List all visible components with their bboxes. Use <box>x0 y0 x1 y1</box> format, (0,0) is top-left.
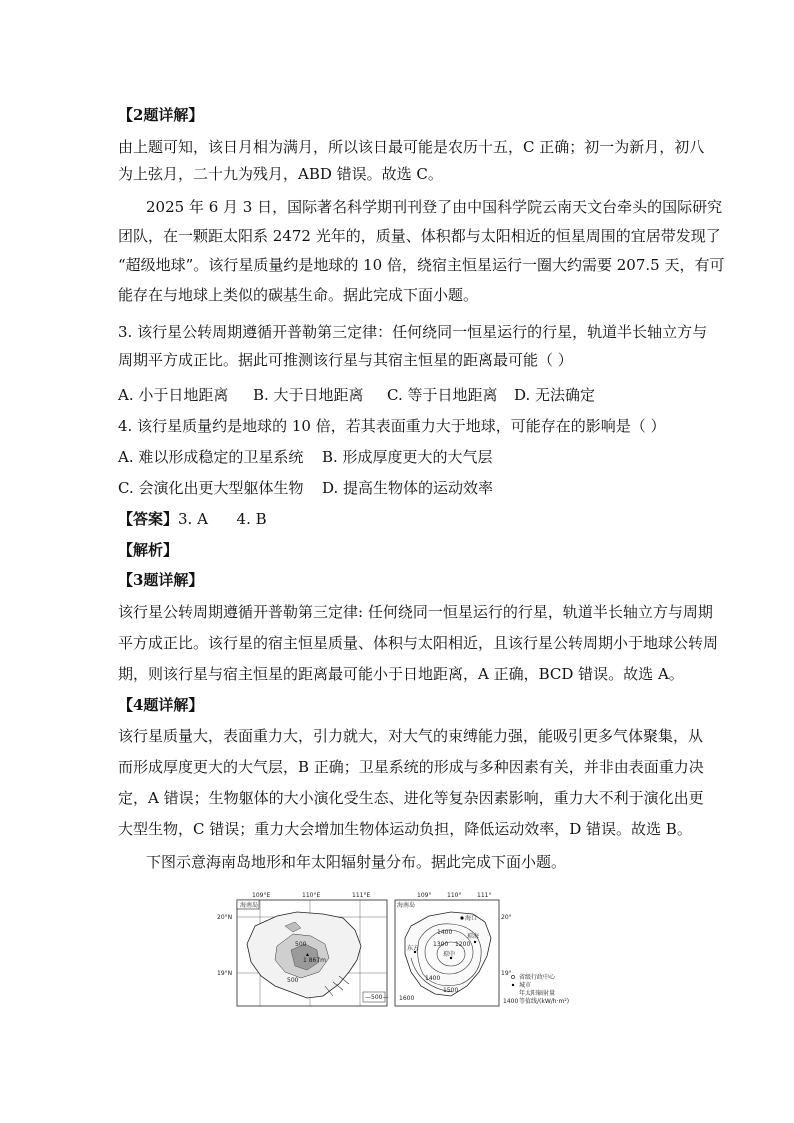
city-icon <box>512 984 514 986</box>
isoline-label: 1400 <box>425 975 441 982</box>
paragraph-line: 而形成厚度更大的大气层，B 正确；卫星系统的形成与多种因素有关，并非由表面重力决 <box>118 758 704 776</box>
intro-line: 2025 年 6 月 3 日，国际著名科学期刊刊登了由中国科学院云南天文台牵头的国际研究 <box>146 198 723 216</box>
elevation-label: 500 <box>295 941 307 948</box>
hainan-maps-svg <box>215 886 587 1010</box>
analysis-heading: 【解析】 <box>118 541 179 559</box>
paragraph-line: 该行星质量大，表面重力大，引力就大，对大气的束缚能力强，能吸引更多气体聚集，从 <box>118 727 704 745</box>
hainan-maps-figure <box>215 886 587 1010</box>
city-dot <box>474 941 476 943</box>
q4-option-b: B. 形成厚度更大的大气层 <box>322 448 493 466</box>
legend-label: 省级行政中心 <box>519 974 556 981</box>
capital-icon <box>511 975 514 978</box>
terrain-map <box>217 892 388 1006</box>
legend-label: 等值线/(kW/h·m²) <box>519 998 570 1005</box>
paragraph-line: 定，A 错误；生物躯体的大小演化受生态、进化等复杂因素影响，重力大不利于演化出更 <box>118 789 704 807</box>
isoline-label: 1400 <box>437 929 453 936</box>
lat-label: 19°N <box>217 970 233 977</box>
city-label: 琼海 <box>467 933 480 940</box>
question-3-stem: 周期平方成正比。据此可推测该行星与其宿主恒星的距离最可能（ ） <box>118 351 573 369</box>
isoline-label: 1200 <box>455 941 471 948</box>
q4-option-c: C. 会演化出更大型躯体生物 <box>118 479 304 497</box>
isoline-label: 1500 <box>443 987 459 994</box>
heading-q4-detail: 【4题详解】 <box>118 696 204 714</box>
legend-label: 城市 <box>519 982 532 989</box>
q3-option-b: B. 大于日地距离 <box>253 386 364 404</box>
q4-option-d: D. 提高生物体的运动效率 <box>322 479 494 497</box>
city-dot <box>460 916 463 919</box>
lon-label: 110°E <box>302 892 321 899</box>
elevation-label: 1 867m <box>303 957 327 964</box>
isoline-label: 1600 <box>399 995 415 1002</box>
heading-q2-detail: 【2题详解】 <box>118 106 204 124</box>
answer-label: 【答案】 <box>118 510 179 528</box>
intro-line: “超级地球”。该行星质量约是地球的 10 倍，绕宿主恒星运行一圈大约需要 207.5 天，有可 <box>118 256 725 274</box>
lon-label: 111° <box>477 892 492 899</box>
paragraph-line: 大型生物，C 错误；重力大会增加生物体运动负担，降低运动效率，D 错误。故选 B。 <box>118 820 692 838</box>
legend-label: 年太阳辐射量 <box>519 990 556 997</box>
answer-value: 3. A 4. B <box>178 510 267 528</box>
isoline-label: 1300 <box>433 941 449 948</box>
lon-label: 111°E <box>352 892 371 899</box>
intro-line: 能存在与地球上类似的碳基生命。据此完成下面小题。 <box>118 286 479 304</box>
q3-option-c: C. 等于日地距离 <box>387 386 498 404</box>
q4-option-a: A. 难以形成稳定的卫星系统 <box>118 448 304 466</box>
radiation-legend <box>503 973 569 1005</box>
paragraph-line: 平方成正比。该行星的宿主恒星质量、体积与太阳相近，且该行星公转周期小于地球公转周 <box>118 634 719 652</box>
lon-label: 109°E <box>252 892 271 899</box>
city-label: 海口 <box>465 915 478 922</box>
q3-option-d: D. 无法确定 <box>514 386 596 404</box>
answer-row <box>118 509 678 529</box>
scale-label: —500— <box>365 994 389 1001</box>
q3-option-a: A. 小于日地距离 <box>118 386 229 404</box>
terrain-map-title: 海南岛 <box>240 902 259 909</box>
legend-value: 1400 <box>503 998 519 1005</box>
paragraph-line: 期，则该行星与宿主恒星的距离最可能小于日地距离，A 正确，BCD 错误。故选 A。 <box>118 665 684 683</box>
radiation-map <box>395 892 512 1006</box>
heading-q3-detail: 【3题详解】 <box>118 571 204 589</box>
city-label: 琼中 <box>443 951 456 958</box>
lat-label: 19° <box>501 970 512 977</box>
paragraph-line: 为上弦月，二十九为残月，ABD 错误。故选 C。 <box>118 165 443 183</box>
lat-label: 20°N <box>217 914 233 921</box>
elevation-label: 500 <box>287 977 299 984</box>
lon-label: 110° <box>447 892 462 899</box>
intro-line: 团队，在一颗距太阳系 2472 光年的，质量、体积都与太阳相近的恒星周围的宜居带发现了 <box>118 227 721 245</box>
city-label: 东方 <box>407 945 420 952</box>
paragraph-line: 由上题可知，该日月相为满月，所以该日最可能是农历十五，C 正确；初一为新月，初八 <box>118 138 705 156</box>
question-4-stem: 4. 该行星质量约是地球的 10 倍，若其表面重力大于地球，可能存在的影响是（ ） <box>118 417 666 435</box>
lat-label: 20° <box>501 914 512 921</box>
paragraph-line: 该行星公转周期遵循开普勒第三定律: 任何绕同一恒星运行的行星，轨道半长轴立方与周期 <box>118 603 713 621</box>
question-3-stem: 3. 该行星公转周期遵循开普勒第三定律：任何绕同一恒星运行的行星，轨道半长轴立方与 <box>118 323 708 341</box>
lon-label: 109° <box>417 892 432 899</box>
figure-intro: 下图示意海南岛地形和年太阳辐射量分布。据此完成下面小题。 <box>146 853 567 871</box>
radiation-map-title: 海南岛 <box>397 902 416 909</box>
